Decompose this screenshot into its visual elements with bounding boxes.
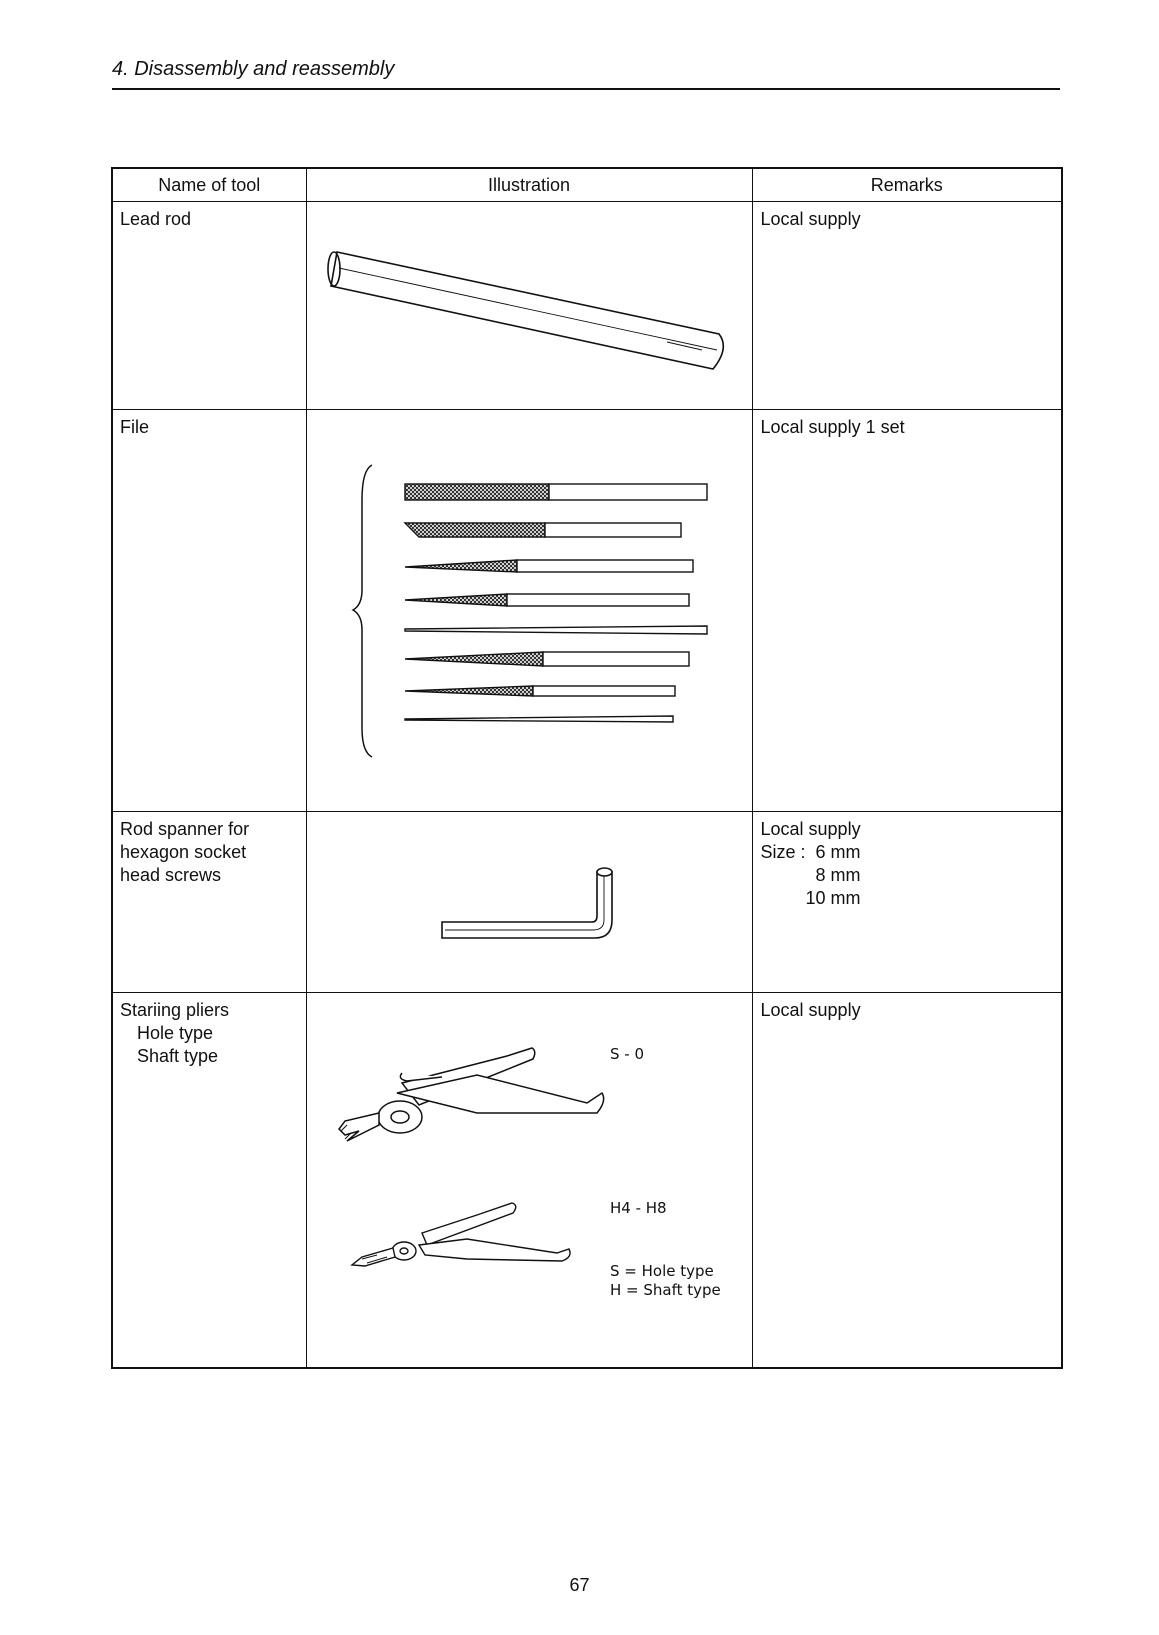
tool-remarks: Local supply Size : 6 mm 8 mm 10 mm <box>760 819 861 908</box>
table-row <box>112 410 1062 812</box>
header-rule <box>112 88 1060 90</box>
section-header: 4. Disassembly and reassembly <box>112 58 395 80</box>
column-header-name: Name of tool <box>112 168 306 202</box>
tool-remarks: Local supply <box>760 1000 861 1020</box>
tool-remarks: Local supply <box>760 209 861 229</box>
pliers-label-s0: S - 0 <box>609 1045 644 1063</box>
table-row <box>112 993 1062 1368</box>
legend-hole-type: S = Hole type <box>609 1262 714 1280</box>
page-number: 67 <box>569 1575 590 1595</box>
tool-name: File <box>120 417 150 437</box>
pliers-label-h4-h8: H4 - H8 <box>609 1199 667 1217</box>
tool-name: Rod spanner for hexagon socket head screws <box>120 819 250 885</box>
file-set-illustration <box>307 410 753 810</box>
table-header-row <box>112 168 1062 202</box>
snap-ring-pliers-illustration <box>307 993 753 1366</box>
table-row <box>112 812 1062 993</box>
lead-rod-illustration <box>307 202 753 408</box>
table-row <box>112 202 1062 410</box>
tool-name: Lead rod <box>120 209 192 229</box>
column-header-remarks: Remarks <box>752 168 1062 202</box>
hex-key-illustration <box>307 812 753 991</box>
tool-name: Stariing pliers Hole type Shaft type <box>120 1000 230 1066</box>
tool-remarks: Local supply 1 set <box>760 417 905 437</box>
legend-shaft-type: H = Shaft type <box>609 1281 721 1299</box>
tools-table <box>111 167 1063 1369</box>
column-header-illustration: Illustration <box>306 168 752 202</box>
